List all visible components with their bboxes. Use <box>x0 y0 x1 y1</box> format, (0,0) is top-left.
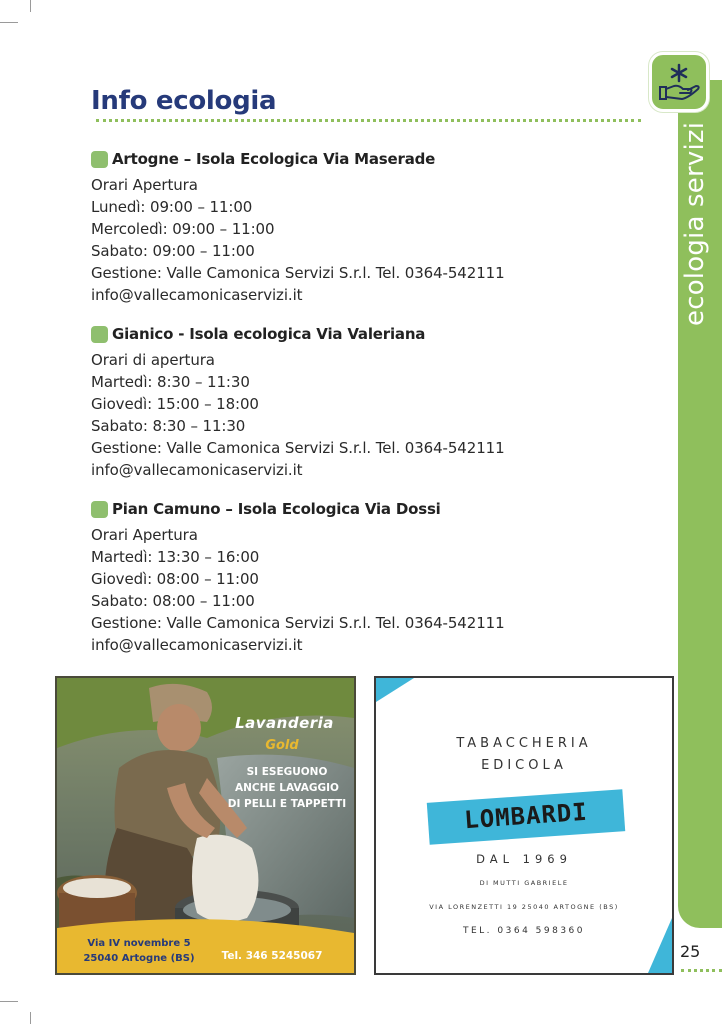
schedule-line: Sabato: 09:00 – 11:00 <box>91 242 255 260</box>
tabaccheria-line-1: TABACCHERIA <box>456 736 592 751</box>
schedule-line: Sabato: 8:30 – 11:30 <box>91 417 246 435</box>
tabaccheria-address: VIA LORENZETTI 19 25040 ARTOGNE (BS) <box>429 903 619 911</box>
section-header <box>91 323 631 345</box>
section-title: Gianico - Isola ecologica Via Valeriana <box>112 325 426 343</box>
schedule-heading: Orari Apertura <box>91 526 198 544</box>
ad-lavanderia <box>55 676 356 975</box>
tabaccheria-phone: TEL. 0364 598360 <box>462 926 586 936</box>
section-pian-camuno <box>91 498 631 656</box>
section-artogne <box>91 148 631 306</box>
page-divider <box>681 969 722 972</box>
ad-tabaccheria <box>374 676 674 975</box>
email-line: info@vallecamonicaservizi.it <box>91 636 303 654</box>
section-lines <box>91 349 631 481</box>
section-lines <box>91 174 631 306</box>
email-line: info@vallecamonicaservizi.it <box>91 461 303 479</box>
side-label-text: ecologia servizi <box>680 121 710 326</box>
section-lines <box>91 524 631 656</box>
section-title: Artogne – Isola Ecologica Via Maserade <box>112 150 436 168</box>
address-line-2: 25040 Artogne (BS) <box>83 953 195 964</box>
schedule-line: Giovedì: 15:00 – 18:00 <box>91 395 259 413</box>
address-line-1: Via IV novembre 5 <box>87 938 191 949</box>
lavanderia-brand: Gold <box>265 738 299 753</box>
page-title: Info ecologia <box>91 86 277 116</box>
management-line: Gestione: Valle Camonica Servizi S.r.l. Tel. 0364-542111 <box>91 614 505 632</box>
tabaccheria-name: LOMBARDI <box>463 797 589 835</box>
lavanderia-offer: SI ESEGUONO ANCHE LAVAGGIO DI PELLI E TAPPETTI <box>227 766 347 810</box>
schedule-heading: Orari Apertura <box>91 176 198 194</box>
email-line: info@vallecamonicaservizi.it <box>91 286 303 304</box>
schedule-line: Giovedì: 08:00 – 11:00 <box>91 570 259 588</box>
schedule-line: Martedì: 8:30 – 11:30 <box>91 373 250 391</box>
lavanderia-address <box>79 936 199 966</box>
section-bullet-icon <box>91 151 108 168</box>
section-bullet-icon <box>91 501 108 518</box>
schedule-line: Mercoledì: 09:00 – 11:00 <box>91 220 275 238</box>
tabaccheria-since: DAL 1969 <box>476 852 572 866</box>
title-divider <box>96 119 641 122</box>
corner-decoration <box>376 678 414 702</box>
section-title: Pian Camuno – Isola Ecologica Via Dossi <box>112 500 441 518</box>
management-line: Gestione: Valle Camonica Servizi S.r.l. Tel. 0364-542111 <box>91 439 505 457</box>
page-number: 25 <box>680 942 701 961</box>
tabaccheria-line-2: EDICOLA <box>481 758 567 773</box>
crop-mark <box>30 1012 31 1024</box>
section-bullet-icon <box>91 326 108 343</box>
crop-mark <box>30 0 31 12</box>
crop-mark <box>0 1001 18 1002</box>
schedule-line: Lunedì: 09:00 – 11:00 <box>91 198 253 216</box>
lavanderia-name: Lavanderia <box>235 714 334 732</box>
schedule-heading: Orari di apertura <box>91 351 215 369</box>
schedule-line: Sabato: 08:00 – 11:00 <box>91 592 255 610</box>
section-header <box>91 498 631 520</box>
schedule-line: Martedì: 13:30 – 16:00 <box>91 548 260 566</box>
section-gianico <box>91 323 631 481</box>
crop-mark <box>0 22 18 23</box>
tabaccheria-owner: DI MUTTI GABRIELE <box>479 879 569 887</box>
lavanderia-phone: Tel. 346 5245067 <box>221 950 323 962</box>
section-header <box>91 148 631 170</box>
management-line: Gestione: Valle Camonica Servizi S.r.l. Tel. 0364-542111 <box>91 264 505 282</box>
hand-star-icon <box>649 52 709 112</box>
